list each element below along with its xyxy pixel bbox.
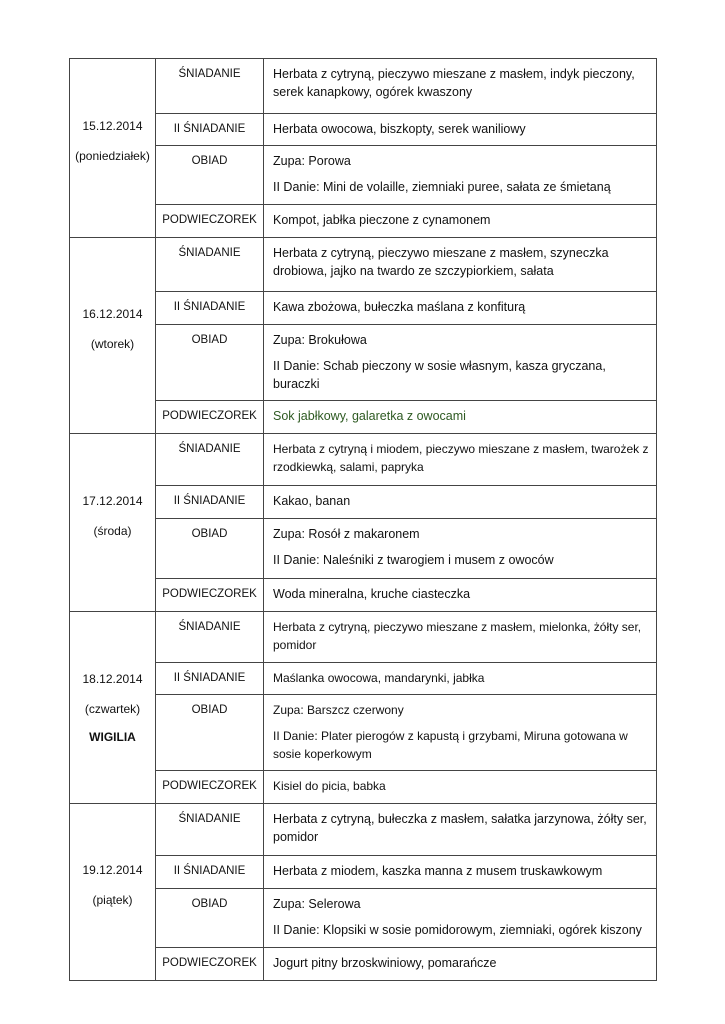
meal-name: ŚNIADANIE — [156, 238, 264, 292]
table-row — [70, 146, 657, 205]
table-row — [70, 114, 657, 146]
meal-name: II ŚNIADANIE — [156, 486, 264, 519]
menu-table — [69, 58, 657, 981]
meal-menu: Zupa: Brokułowa II Danie: Schab pieczony w sosie własnym, kasza gryczana, buraczki — [264, 325, 657, 401]
meal-name: II ŚNIADANIE — [156, 292, 264, 325]
meal-name: PODWIECZOREK — [156, 948, 264, 981]
table-row — [70, 663, 657, 695]
day-date: 17.12.2014 — [82, 493, 143, 508]
day-weekday: (czwartek) — [84, 701, 141, 716]
meal-menu: Herbata z cytryną, bułeczka z masłem, sałatka jarzynowa, żółty ser, pomidor — [264, 804, 657, 856]
day-cell — [70, 59, 156, 238]
meal-name: ŚNIADANIE — [156, 434, 264, 486]
day-weekday: (piątek) — [92, 893, 133, 907]
table-row — [70, 486, 657, 519]
meal-name: OBIAD — [156, 325, 264, 401]
meal-name: II ŚNIADANIE — [156, 114, 264, 146]
meal-name: OBIAD — [156, 519, 264, 579]
table-row — [70, 292, 657, 325]
meal-menu: Zupa: Barszcz czerwony II Danie: Plater pierogów z kapustą i grzybami, Miruna gotowana w sosie koperkowym — [264, 695, 657, 771]
table-row — [70, 695, 657, 771]
table-row — [70, 948, 657, 981]
meal-menu: Herbata z cytryną, pieczywo mieszane z masłem, indyk pieczony, serek kanapkowy, ogórek kwaszony — [264, 59, 657, 114]
table-row — [70, 59, 657, 114]
meal-name: OBIAD — [156, 146, 264, 205]
day-date: 15.12.2014 — [82, 119, 143, 133]
table-row — [70, 205, 657, 238]
day-cell — [70, 238, 156, 434]
meal-menu: Sok jabłkowy, galaretka z owocami — [264, 401, 657, 434]
meal-name: PODWIECZOREK — [156, 771, 264, 804]
table-row — [70, 804, 657, 856]
meal-menu: Herbata z miodem, kaszka manna z musem truskawkowym — [264, 856, 657, 889]
day-weekday: (wtorek) — [90, 336, 135, 351]
meal-menu: Kompot, jabłka pieczone z cynamonem — [264, 205, 657, 238]
table-row — [70, 889, 657, 948]
meal-menu: Zupa: Selerowa II Danie: Klopsiki w sosie pomidorowym, ziemniaki, ogórek kiszony — [264, 889, 657, 948]
day-date: 19.12.2014 — [82, 863, 143, 877]
table-row — [70, 856, 657, 889]
day-date: 16.12.2014 — [82, 306, 143, 321]
meal-menu: Zupa: Rosół z makaronem II Danie: Naleśniki z twarogiem i musem z owoców — [264, 519, 657, 579]
meal-name: II ŚNIADANIE — [156, 856, 264, 889]
meal-menu: Kisiel do picia, babka — [264, 771, 657, 804]
table-row — [70, 325, 657, 401]
meal-menu: Herbata owocowa, biszkopty, serek waniliowy — [264, 114, 657, 146]
table-row — [70, 238, 657, 292]
meal-name: II ŚNIADANIE — [156, 663, 264, 695]
holiday-label: WIGILIA — [89, 729, 136, 744]
table-row — [70, 771, 657, 804]
day-cell — [70, 434, 156, 612]
meal-name: OBIAD — [156, 695, 264, 771]
meal-menu: Herbata z cytryną, pieczywo mieszane z masłem, mielonka, żółty ser, pomidor — [264, 612, 657, 663]
table-row — [70, 434, 657, 486]
meal-menu: Zupa: Porowa II Danie: Mini de volaille, ziemniaki puree, sałata ze śmietaną — [264, 146, 657, 205]
meal-name: PODWIECZOREK — [156, 401, 264, 434]
meal-menu: Kakao, banan — [264, 486, 657, 519]
meal-name: ŚNIADANIE — [156, 804, 264, 856]
meal-name: ŚNIADANIE — [156, 612, 264, 663]
meal-name: PODWIECZOREK — [156, 579, 264, 612]
meal-menu: Woda mineralna, kruche ciasteczka — [264, 579, 657, 612]
meal-menu: Maślanka owocowa, mandarynki, jabłka — [264, 663, 657, 695]
meal-menu: Jogurt pitny brzoskwiniowy, pomarańcze — [264, 948, 657, 981]
table-row — [70, 612, 657, 663]
day-date: 18.12.2014 — [82, 671, 143, 686]
table-row — [70, 579, 657, 612]
table-row — [70, 401, 657, 434]
meal-name: ŚNIADANIE — [156, 59, 264, 114]
meal-menu: Herbata z cytryną i miodem, pieczywo mieszane z masłem, twarożek z rzodkiewką, salami, papryka — [264, 434, 657, 486]
meal-name: OBIAD — [156, 889, 264, 948]
day-weekday: (poniedziałek) — [75, 149, 150, 163]
table-row — [70, 519, 657, 579]
meal-menu: Kawa zbożowa, bułeczka maślana z konfiturą — [264, 292, 657, 325]
meal-name: PODWIECZOREK — [156, 205, 264, 238]
meal-menu: Herbata z cytryną, pieczywo mieszane z masłem, szyneczka drobiowa, jajko na twardo ze szczypiorkiem, sałata — [264, 238, 657, 292]
day-cell — [70, 804, 156, 981]
day-cell — [70, 612, 156, 804]
day-weekday: (środa) — [93, 523, 132, 538]
